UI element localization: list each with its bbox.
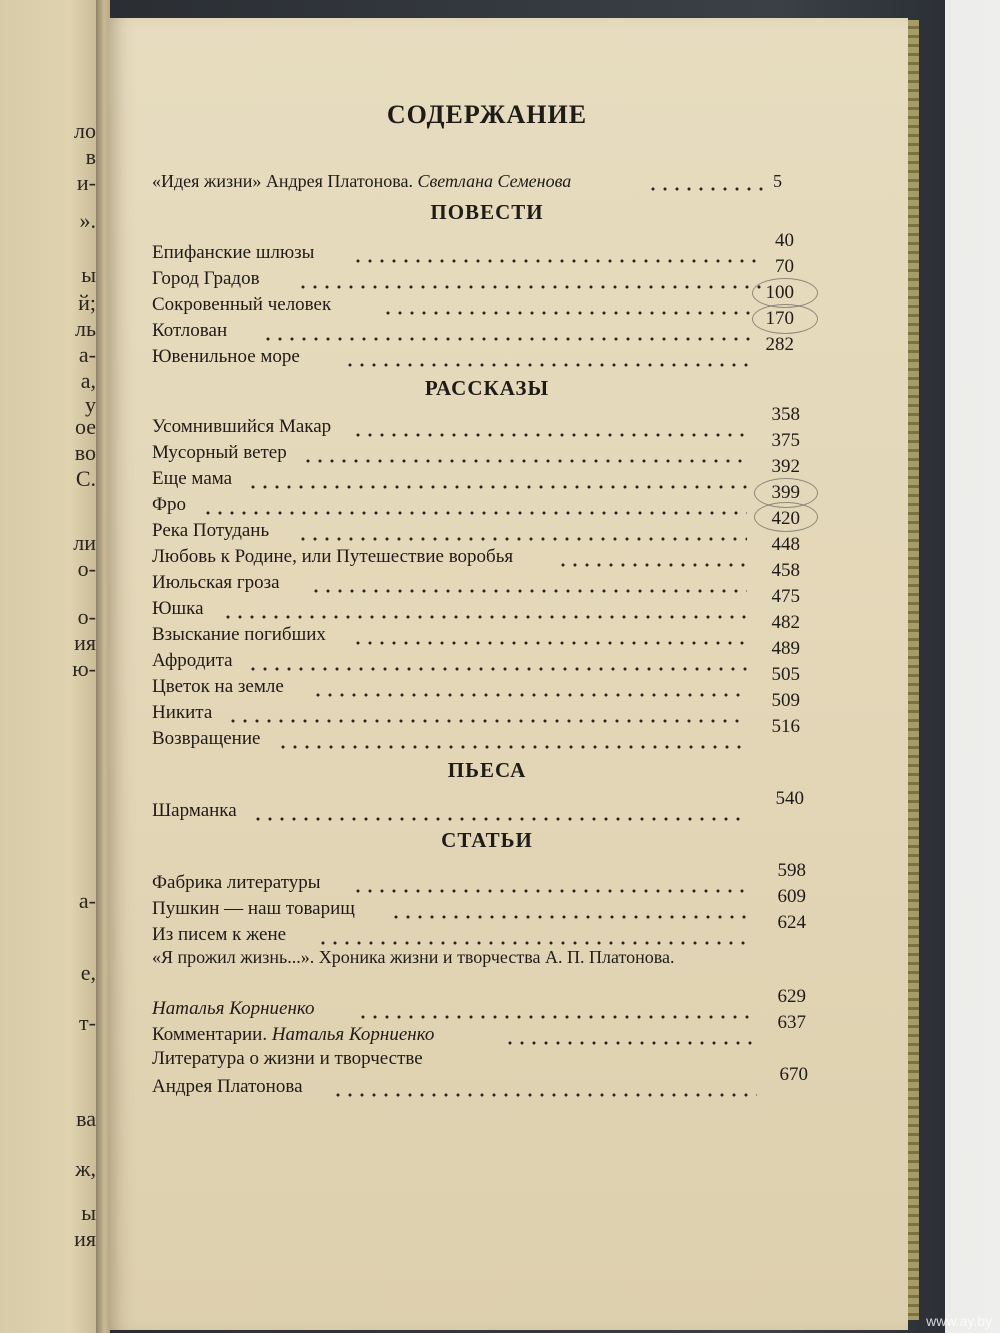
page-number: 358: [771, 404, 800, 425]
left-page-fragment: ль: [74, 316, 96, 341]
page-number: 482: [771, 612, 800, 633]
left-page-fragment: а-: [78, 888, 96, 913]
toc-entry-literature: [152, 1064, 812, 1100]
page-number: 392: [771, 456, 800, 477]
leader-dots: [352, 418, 747, 438]
entry-title: Взыскание погибших: [152, 624, 326, 645]
toc-entry: [152, 716, 812, 752]
page-number: 609: [777, 886, 806, 907]
left-page-fragment: ы: [81, 262, 96, 287]
entry-title: Пушкин — наш товарищ: [152, 898, 355, 919]
toc-entry: [152, 788, 812, 824]
leader-dots: [297, 270, 762, 290]
entry-title: Афродита: [152, 650, 233, 671]
left-page-fragment: во: [74, 440, 96, 465]
toc-entry: [152, 456, 812, 492]
section-heading-stati: СТАТЬИ: [441, 828, 533, 852]
literature-title-line1: Литература о жизни и творчестве: [152, 1048, 423, 1069]
chronicle-title: «Я прожил жизнь...». Хроника жизни и творчества А. П. Платонова.: [152, 947, 675, 967]
page-number: 475: [771, 586, 800, 607]
leader-dots: [247, 470, 747, 490]
leader-dots: [390, 900, 752, 920]
entry-title: Котлован: [152, 320, 228, 341]
left-page-fragment: в: [85, 144, 96, 169]
left-page-fragment: ж,: [75, 1156, 96, 1181]
page-number: 40: [775, 230, 794, 251]
literature-title-line2: Андрея Платонова: [152, 1076, 303, 1097]
page-number: 5: [773, 171, 782, 191]
entry-title: Ювенильное море: [152, 346, 300, 367]
toc-entry: [152, 256, 812, 292]
pencil-circle-mark: [752, 304, 818, 334]
toc-entry: [152, 534, 812, 570]
leader-dots: [504, 1026, 754, 1046]
left-page-fragment: о-: [77, 604, 96, 629]
entry-title: Епифанские шлюзы: [152, 242, 315, 263]
left-page-fragment: С.: [75, 466, 96, 491]
leader-dots: [312, 678, 747, 698]
page-number: 489: [771, 638, 800, 659]
page-number: 420: [771, 508, 800, 529]
left-page-fragment: ло: [74, 118, 96, 143]
entry-title: Шарманка: [152, 800, 237, 821]
leader-dots: [310, 574, 747, 594]
page-number: 598: [777, 860, 806, 881]
toc-entry: [152, 886, 812, 922]
leader-dots: [352, 874, 752, 894]
toc-entry: [152, 334, 812, 370]
entry-title: Фабрика литературы: [152, 872, 321, 893]
leader-dots: [352, 626, 747, 646]
left-page-fragment: а-: [78, 342, 96, 367]
toc-entry-chronicle-title: [152, 944, 812, 970]
toc-entry-intro: [152, 168, 812, 194]
entry-title: Июльская гроза: [152, 572, 280, 593]
contents-title: СОДЕРЖАНИЕ: [386, 100, 588, 129]
entry-title: Сокровенный человек: [152, 294, 332, 315]
leader-dots: [297, 522, 747, 542]
toc-entry: [152, 638, 812, 674]
toc-entry: [152, 690, 812, 726]
entry-title: Из писем к жене: [152, 924, 287, 945]
entry-title: Фро: [152, 494, 187, 515]
toc-entry: [152, 586, 812, 622]
page-number: 505: [771, 664, 800, 685]
toc-entry: [152, 430, 812, 466]
page-number: 70: [775, 256, 794, 277]
leader-dots: [647, 172, 767, 192]
toc-entry: [152, 860, 812, 896]
page-number: 282: [765, 334, 794, 355]
section-heading-piesa: ПЬЕСА: [447, 758, 527, 782]
left-page-fragment: т-: [79, 1010, 96, 1035]
watermark: www.ay.by: [926, 1313, 992, 1329]
page-number: 375: [771, 430, 800, 451]
chronicle-author: Наталья Корниенко: [152, 998, 315, 1019]
entry-title: Любовь к Родине, или Путешествие воробья: [152, 546, 514, 567]
entry-title: Река Потудань: [152, 520, 270, 541]
left-page-fragment: ва: [76, 1106, 96, 1131]
left-page-fragment: ия: [74, 630, 96, 655]
left-page-fragment: у: [85, 392, 96, 417]
page-number: 516: [771, 716, 800, 737]
left-page-fragment: ».: [79, 208, 96, 233]
page-number: 448: [771, 534, 800, 555]
left-page-fragment: о-: [77, 556, 96, 581]
toc-entry: [152, 230, 812, 266]
toc-entry: [152, 560, 812, 596]
page-number: 509: [771, 690, 800, 711]
entry-title: Еще мама: [152, 468, 233, 489]
leader-dots: [262, 322, 752, 342]
entry-title: Никита: [152, 702, 213, 723]
leader-dots: [357, 1000, 757, 1020]
left-page-fragment: ли: [73, 530, 96, 555]
page-number: 637: [777, 1012, 806, 1033]
leader-dots: [317, 926, 752, 946]
left-page-fragment: ое: [74, 414, 96, 439]
intro-title: «Идея жизни» Андрея Платонова.: [152, 171, 413, 191]
comments-author: Наталья Корниенко: [271, 1024, 435, 1045]
left-page-fragment: ю-: [72, 656, 96, 681]
leader-dots: [202, 496, 747, 516]
entry-title: Юшка: [152, 598, 204, 619]
left-page-fragment: и-: [76, 170, 96, 195]
entry-title: Возвращение: [152, 728, 261, 749]
left-page-fragment: е,: [80, 960, 96, 985]
leader-dots: [344, 348, 752, 368]
section-heading-rasskazy: РАССКАЗЫ: [424, 376, 550, 400]
page-number: 629: [777, 986, 806, 1007]
entry-title: Город Градов: [152, 268, 260, 289]
toc-entry: [152, 508, 812, 544]
entry-title: Цветок на земле: [152, 676, 284, 697]
left-page-fragment: а,: [80, 368, 96, 393]
toc-entry: [152, 482, 812, 518]
leader-dots: [382, 296, 752, 316]
toc-entry: [152, 282, 812, 318]
intro-author: Светлана Семенова: [417, 171, 572, 191]
leader-dots: [252, 802, 747, 822]
entry-title: Мусорный ветер: [152, 442, 287, 463]
left-page-fragment: ия: [74, 1226, 96, 1251]
page-number: 540: [775, 788, 804, 809]
page-number: 399: [771, 482, 800, 503]
toc-entry: [152, 664, 812, 700]
leader-dots: [247, 652, 747, 672]
leader-dots: [227, 704, 747, 724]
toc-entry: [152, 404, 812, 440]
leader-dots: [302, 444, 747, 464]
page-number: 624: [777, 912, 806, 933]
left-page-fragment: ы: [81, 1200, 96, 1225]
leader-dots: [277, 730, 747, 750]
leader-dots: [222, 600, 747, 620]
page-number: 170: [765, 308, 794, 329]
toc-entry-literature-line1: [152, 1046, 812, 1072]
comments-label: Комментарии.: [152, 1024, 268, 1045]
left-page: [0, 0, 100, 1333]
leader-dots: [352, 244, 762, 264]
entry-title: Усомнившийся Макар: [152, 416, 332, 437]
leader-dots: [557, 548, 747, 568]
toc-entry-chronicle: [152, 986, 812, 1022]
pencil-circle-mark: [754, 502, 818, 532]
page-number: 458: [771, 560, 800, 581]
page-number: 100: [765, 282, 794, 303]
toc-entry: [152, 612, 812, 648]
left-page-fragment: й;: [78, 290, 96, 315]
toc-entry: [152, 308, 812, 344]
page-number: 670: [779, 1064, 808, 1085]
leader-dots: [332, 1078, 757, 1098]
toc-entry-comments: [152, 1012, 812, 1048]
section-heading-povesti: ПОВЕСТИ: [430, 200, 544, 224]
